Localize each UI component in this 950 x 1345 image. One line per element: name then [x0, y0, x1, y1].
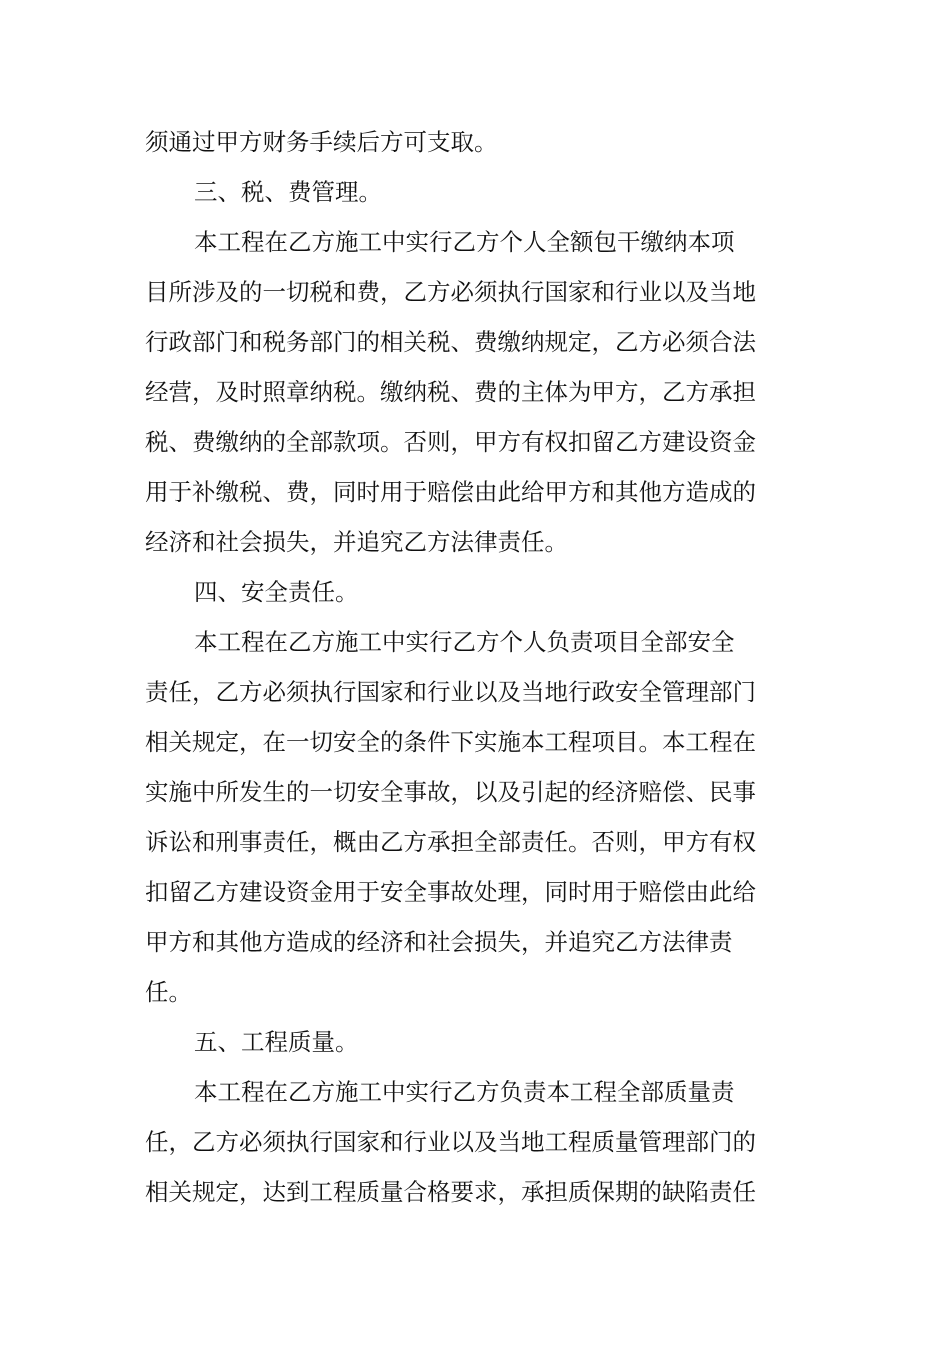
text-line: 税、费缴纳的全部款项。否则，甲方有权扣留乙方建设资金 — [145, 428, 756, 456]
text-line: 须通过甲方财务手续后方可支取。 — [145, 128, 498, 156]
text-line: 相关规定，在一切安全的条件下实施本工程项目。本工程在 — [145, 728, 756, 756]
text-line: 经济和社会损失，并追究乙方法律责任。 — [145, 528, 568, 556]
text-line: 行政部门和税务部门的相关税、费缴纳规定，乙方必须合法 — [145, 328, 756, 356]
text-line: 任。 — [145, 978, 192, 1006]
section-heading-quality: 五、工程质量。 — [194, 1028, 359, 1056]
text-line: 经营，及时照章纳税。缴纳税、费的主体为甲方，乙方承担 — [145, 378, 756, 406]
section-heading-tax-fee: 三、税、费管理。 — [194, 178, 382, 206]
text-line: 诉讼和刑事责任，概由乙方承担全部责任。否则，甲方有权 — [145, 828, 756, 856]
text-line: 本工程在乙方施工中实行乙方负责本工程全部质量责 — [194, 1078, 735, 1106]
text-line: 相关规定，达到工程质量合格要求，承担质保期的缺陷责任 — [145, 1178, 756, 1206]
text-line: 本工程在乙方施工中实行乙方个人负责项目全部安全 — [194, 628, 735, 656]
text-line: 用于补缴税、费，同时用于赔偿由此给甲方和其他方造成的 — [145, 478, 756, 506]
text-line: 本工程在乙方施工中实行乙方个人全额包干缴纳本项 — [194, 228, 735, 256]
text-line: 目所涉及的一切税和费，乙方必须执行国家和行业以及当地 — [145, 278, 756, 306]
text-line: 实施中所发生的一切安全事故，以及引起的经济赔偿、民事 — [145, 778, 756, 806]
text-line: 甲方和其他方造成的经济和社会损失，并追究乙方法律责 — [145, 928, 733, 956]
text-line: 扣留乙方建设资金用于安全事故处理，同时用于赔偿由此给 — [145, 878, 756, 906]
section-heading-safety: 四、安全责任。 — [194, 578, 359, 606]
text-line: 责任，乙方必须执行国家和行业以及当地行政安全管理部门 — [145, 678, 756, 706]
document-body — [145, 117, 756, 1217]
text-line: 任，乙方必须执行国家和行业以及当地工程质量管理部门的 — [145, 1128, 756, 1156]
